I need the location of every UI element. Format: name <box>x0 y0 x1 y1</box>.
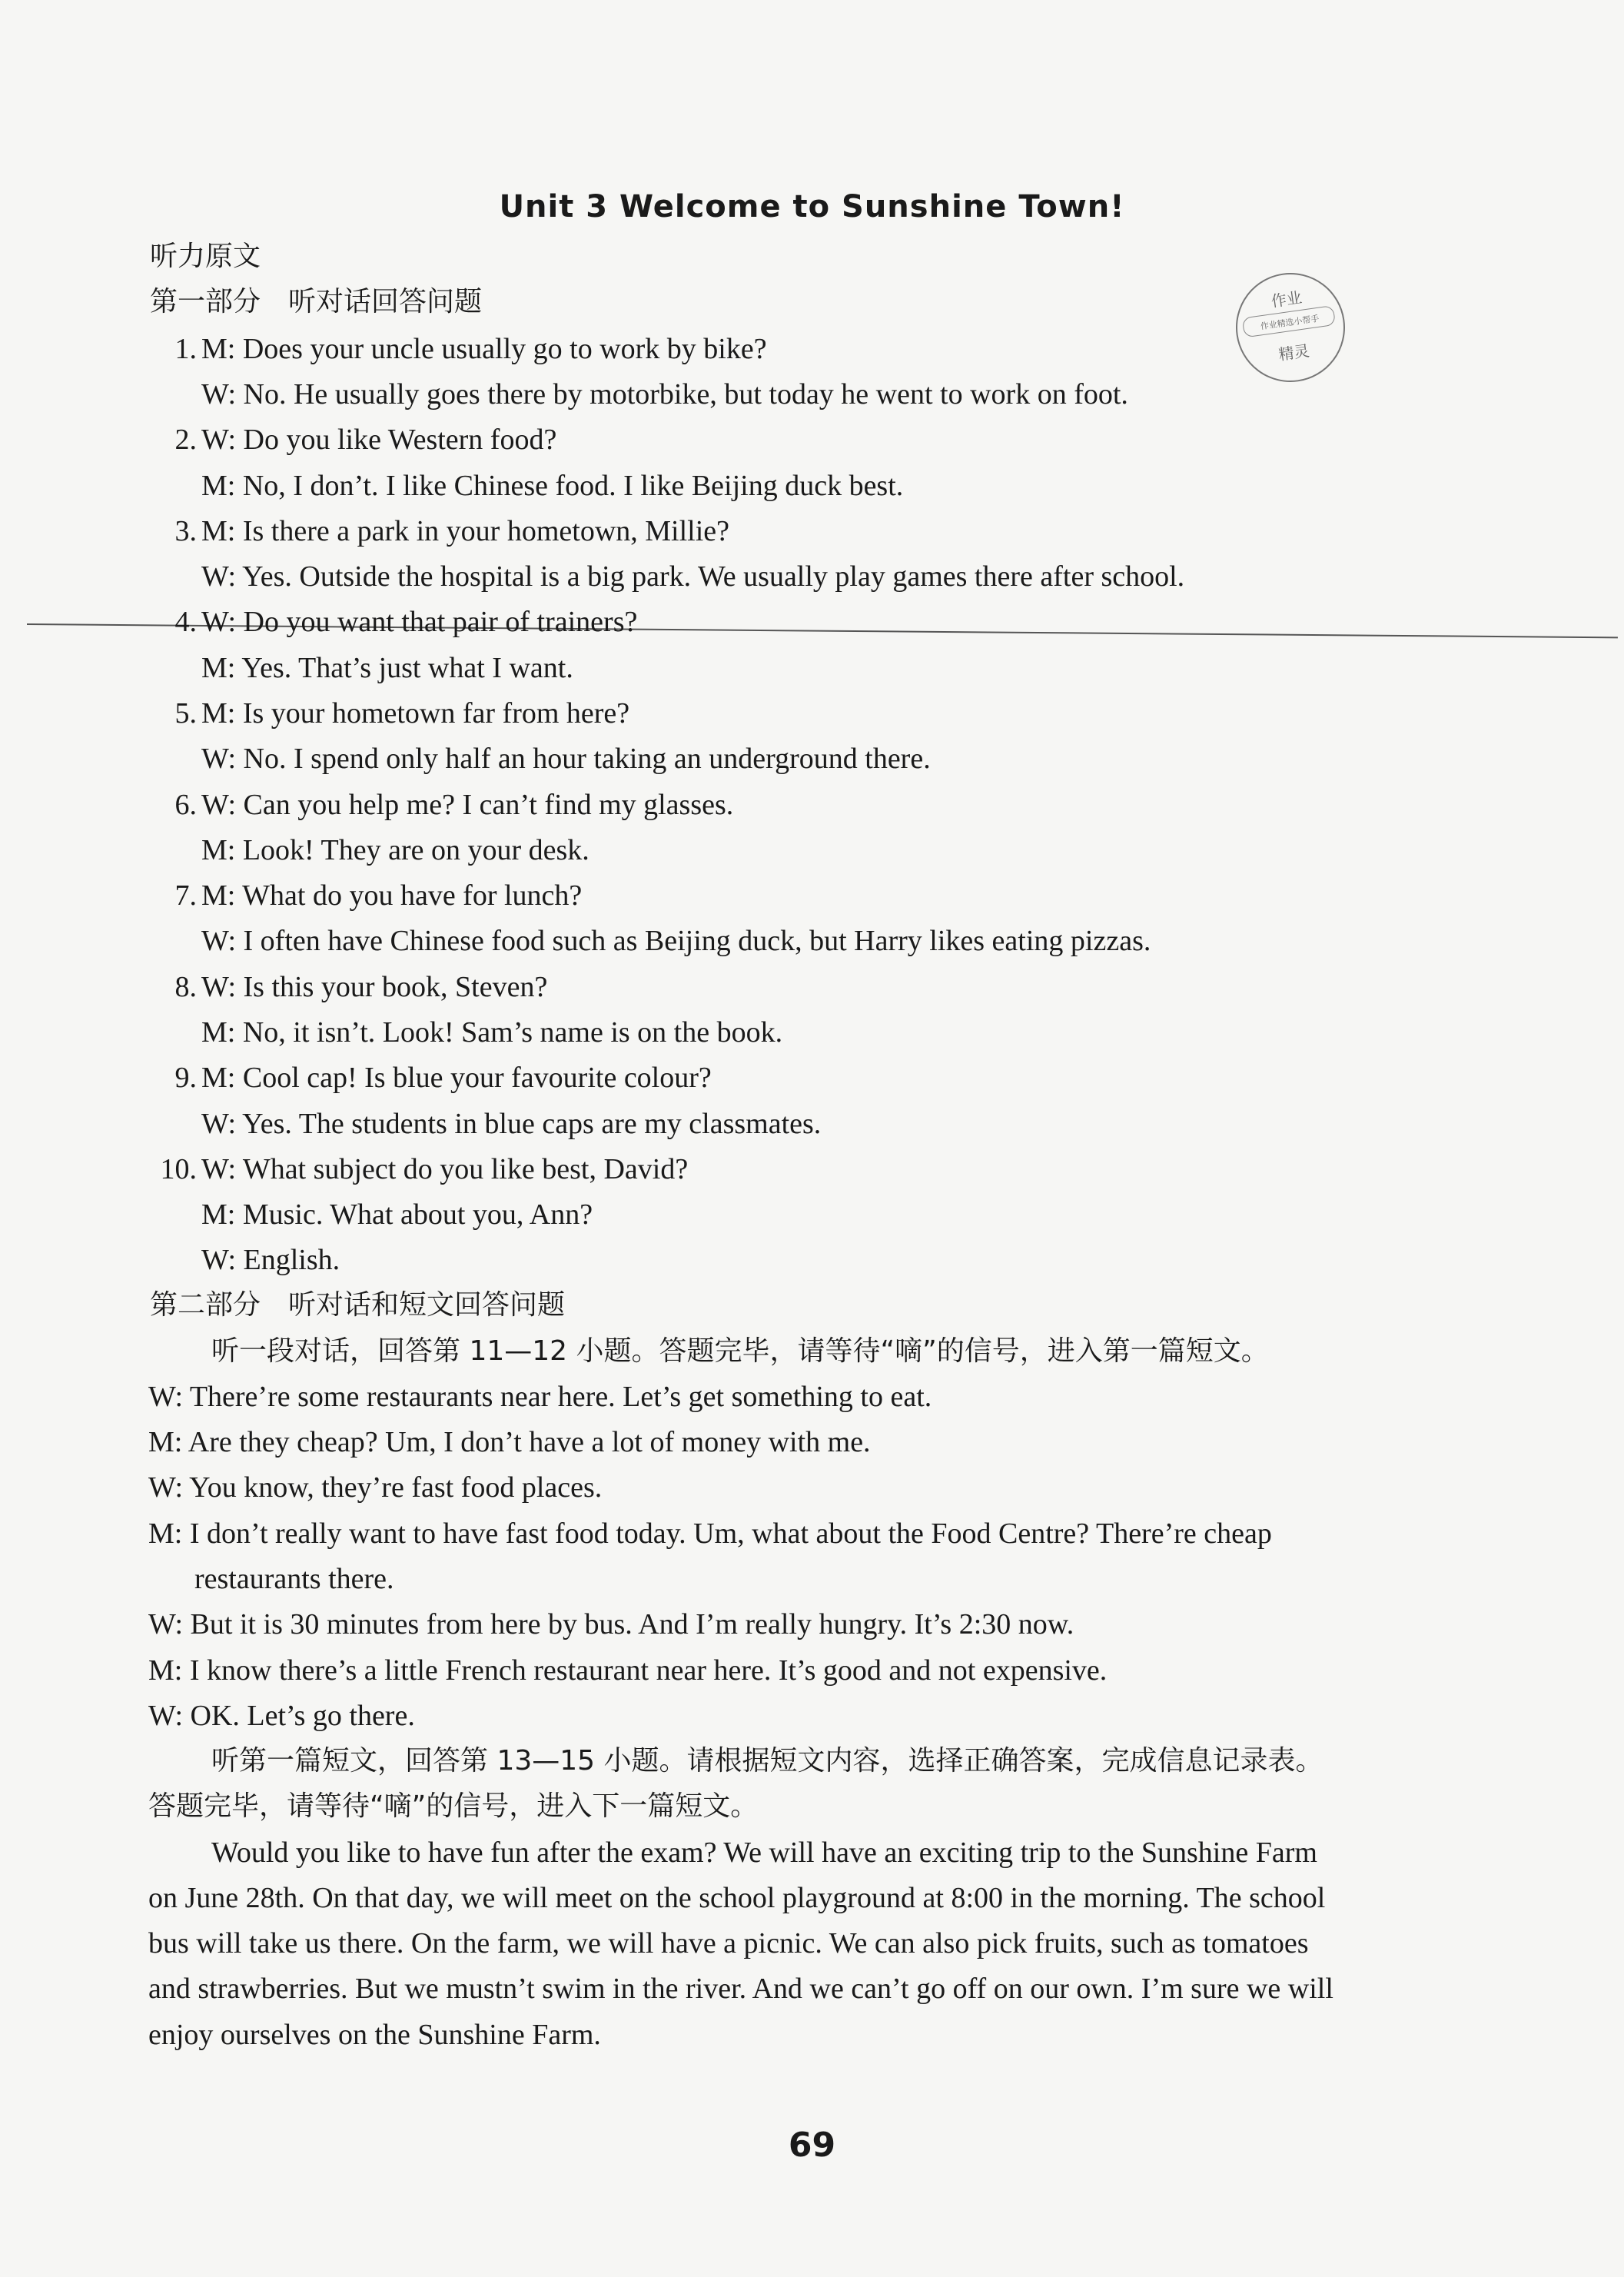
list-item-line: W: No. He usually goes there by motorbike, but today he went to work on foot. <box>201 378 1128 411</box>
part2-intro: 听第一篇短文，回答第 13—15 小题。请根据短文内容，选择正确答案，完成信息记录表。 <box>211 1745 1323 1777</box>
passage-line: on June 28th. On that day, we will meet on the school playground at 8:00 in the morning. The school <box>148 1882 1326 1914</box>
list-item: 5. M: Is your hometown far from here? <box>174 697 630 730</box>
section-heading: 听力原文 <box>150 241 261 272</box>
part2-intro: 听一段对话，回答第 11—12 小题。答题完毕，请等待“嘀”的信号，进入第一篇短文。 <box>211 1335 1269 1367</box>
passage-line: enjoy ourselves on the Sunshine Farm. <box>148 2019 601 2051</box>
list-item-line: W: English. <box>201 1244 340 1276</box>
dialogue-line: W: OK. Let’s go there. <box>148 1700 415 1732</box>
dialogue-line: restaurants there. <box>194 1563 394 1595</box>
dialogue-line: M: Are they cheap? Um, I don’t have a lot of money with me. <box>148 1426 871 1458</box>
dialogue-line: M: I don’t really want to have fast food today. Um, what about the Food Centre? There’re cheap <box>148 1517 1272 1550</box>
list-item: 9. M: Cool cap! Is blue your favourite colour? <box>174 1062 712 1094</box>
list-item: 6. W: Can you help me? I can’t find my glasses. <box>174 789 734 821</box>
list-item-line: W: No. I spend only half an hour taking an underground there. <box>201 743 931 775</box>
part2-intro: 答题完毕，请等待“嘀”的信号，进入下一篇短文。 <box>148 1790 759 1822</box>
dialogue-line: W: There’re some restaurants near here. Let’s get something to eat. <box>148 1381 932 1413</box>
passage-line: bus will take us there. On the farm, we will have a picnic. We can also pick fruits, such as tomatoes <box>148 1927 1309 1960</box>
list-item: 7. M: What do you have for lunch? <box>174 879 583 912</box>
list-item-line: M: Music. What about you, Ann? <box>201 1198 593 1231</box>
dialogue-line: W: But it is 30 minutes from here by bus. And I’m really hungry. It’s 2:30 now. <box>148 1608 1074 1640</box>
page-title: Unit 3 Welcome to Sunshine Town! <box>499 189 1125 224</box>
list-item-line: M: No, I don’t. I like Chinese food. I like Beijing duck best. <box>201 470 904 502</box>
dialogue-line: W: You know, they’re fast food places. <box>148 1471 603 1504</box>
list-item-line: W: Yes. Outside the hospital is a big park. We usually play games there after school. <box>201 560 1185 593</box>
page-number: 69 <box>788 2126 836 2165</box>
list-item: 10. W: What subject do you like best, David? <box>160 1153 689 1185</box>
list-item: 2. W: Do you like Western food? <box>174 424 557 456</box>
list-item-line: M: Look! They are on your desk. <box>201 834 589 866</box>
list-item-line: W: I often have Chinese food such as Beijing duck, but Harry likes eating pizzas. <box>201 925 1151 957</box>
part1-label: 第一部分 听对话回答问题 <box>150 286 483 317</box>
dialogue-line: M: I know there’s a little French restaurant near here. It’s good and not expensive. <box>148 1654 1108 1687</box>
list-item: 8. W: Is this your book, Steven? <box>174 971 548 1003</box>
part2-label: 第二部分 听对话和短文回答问题 <box>150 1289 566 1321</box>
list-item-line: W: Yes. The students in blue caps are my classmates. <box>201 1108 822 1140</box>
list-item: 3. M: Is there a park in your hometown, Millie? <box>174 515 730 547</box>
passage-line: and strawberries. But we mustn’t swim in the river. And we can’t go off on our own. I’m sure we will <box>148 1973 1333 2005</box>
list-item-line: M: No, it isn’t. Look! Sam’s name is on the book. <box>201 1016 783 1049</box>
list-item-line: M: Yes. That’s just what I want. <box>201 652 573 684</box>
list-item: 1. M: Does your uncle usually go to work by bike? <box>174 333 767 365</box>
stamp-logo: 作业 作业精选小帮手 精灵 <box>1229 266 1352 389</box>
passage-line: Would you like to have fun after the exam? We will have an exciting trip to the Sunshine Farm <box>211 1837 1317 1869</box>
list-item: 4. W: Do you want that pair of trainers? <box>174 606 638 638</box>
